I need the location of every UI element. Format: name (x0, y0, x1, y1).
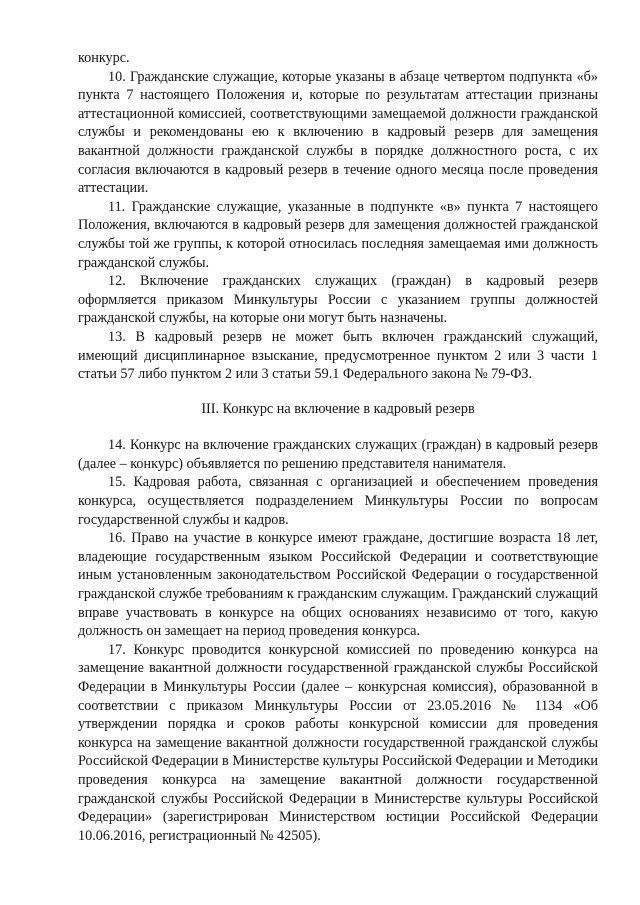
paragraph-16: 16. Право на участие в конкурсе имеют граждане, достигшие возраста 18 лет, владеющие государственным языком Российской Федерации и соответствующие иным установленным законодательством Российской Федерации о государственной гражданской службе требованиям к гражданским служащим. Гражданский служащий вправе участвовать в конкурсе на общих основаниях независимо от того, какую должность он замещает на период проведения конкурса. (78, 530, 598, 640)
paragraph-17: 17. Конкурс проводится конкурсной комиссией по проведению конкурса на замещение вакантной должности государственной гражданской службы Российской Федерации в Минкультуры России (далее – конкурсная комиссия), образованной в соответствии с приказом Минкультуры России от 23.05.2016 № 1134 «Об утверждении порядка и сроков работы конкурсной комиссии для проведения конкурса на замещение вакантной должности государственной гражданской службы Российской Федерации в Министерстве культуры Российской Федерации и Методики проведения конкурса на замещение вакантной должности государственной гражданской службы Российской Федерации в Министерстве культуры Российской Федерации» (зарегистрирован Министерством юстиции Российской Федерации 10.06.2016, регистрационный № 42505). (78, 641, 598, 844)
paragraph-11: 11. Гражданские служащие, указанные в подпункте «в» пункта 7 настоящего Положения, включаются в кадровый резерв для замещения должностей гражданской службы той же группы, к которой относилась последняя замещаемая ими должность гражданской службы. (78, 198, 598, 271)
paragraph-12: 12. Включение гражданских служащих (граждан) в кадровый резерв оформляется приказом Минкультуры России с указанием группы должностей гражданской службы, на которые они могут быть назначены. (78, 273, 598, 327)
paragraph-14: 14. Конкурс на включение гражданских служащих (граждан) в кадровый резерв (далее – конкурс) объявляется по решению представителя нанимателя. (78, 437, 598, 472)
paragraph-13: 13. В кадровый резерв не может быть включен гражданский служащий, имеющий дисциплинарное взыскание, предусмотренное пунктом 2 или 3 части 1 статьи 57 либо пунктом 2 или 3 статьи 59.1 Федерального закона № 79-ФЗ. (78, 328, 598, 383)
section-heading: III. Конкурс на включение в кадровый резерв (201, 400, 475, 417)
paragraph-15: 15. Кадровая работа, связанная с организацией и обеспечением проведения конкурса, осуществляется подразделением Минкультуры России по вопросам государственной службы и кадров. (78, 474, 598, 528)
paragraph-continuation: конкурс. (78, 50, 130, 66)
document-page (78, 49, 598, 845)
paragraph-10: 10. Гражданские служащие, которые указаны в абзаце четвертом подпункта «б» пункта 7 настоящего Положения и, которые по результатам аттестации признаны аттестационной комиссией, соответствующими замещаемой должности гражданской службы и рекомендованы ею к включению в кадровый резерв для замещения вакантной должности гражданской службы в порядке должностного роста, с их согласия включаются в кадровый резерв в течение одного месяца после проведения аттестации. (78, 68, 598, 197)
